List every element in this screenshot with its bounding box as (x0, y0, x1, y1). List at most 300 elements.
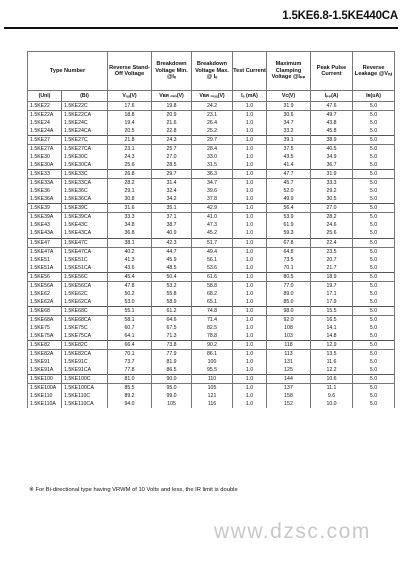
table-row (28, 153, 395, 161)
table-cell: 28.4 (192, 145, 233, 154)
spec-table (27, 51, 395, 408)
table-cell: 45.7 (267, 179, 311, 188)
table-cell: 5.0 (353, 221, 395, 229)
table-cell: 19.8 (152, 102, 192, 111)
table-cell: 65.1 (192, 298, 233, 307)
table-cell: 1.5KE33C (62, 170, 108, 179)
table-cell: 1.5KE75CA (62, 332, 108, 341)
table-cell: 11.1 (311, 384, 353, 393)
table-cell: 45.8 (311, 127, 353, 136)
table-cell: 1.5KE62A (28, 298, 62, 307)
table-cell: 23.5 (311, 247, 353, 256)
table-cell: 1.5KE36A (28, 195, 62, 204)
table-cell: 53.2 (152, 281, 192, 290)
table-cell: 5.0 (353, 264, 395, 273)
table-cell: 1.5KE22 (28, 102, 62, 111)
table-cell: 25.7 (152, 145, 192, 154)
table-cell: 80.5 (267, 272, 311, 281)
table-cell: 110 (192, 375, 233, 384)
table-cell: 1.0 (233, 400, 267, 408)
table-cell: 92.0 (267, 315, 311, 324)
table-cell: 68.2 (192, 290, 233, 298)
table-cell: 5.0 (353, 349, 395, 358)
table-cell: 1.5KE62C (62, 290, 108, 298)
table-cell: 1.5KE39A (28, 213, 62, 222)
table-cell: 17.6 (108, 102, 152, 111)
table-cell: 47.3 (192, 221, 233, 229)
table-cell: 53.0 (108, 298, 152, 307)
table-row (28, 213, 395, 222)
unit-cell: Vᵣᵤᵢ(V) (108, 91, 152, 102)
table-cell: 22.4 (311, 238, 353, 247)
table-cell: 31.6 (108, 204, 152, 213)
table-cell: 1.5KE43CA (62, 229, 108, 238)
table-cell: 1.5KE82A (28, 349, 62, 358)
table-cell: 5.0 (353, 332, 395, 341)
table-cell: 1.5KE39C (62, 204, 108, 213)
table-cell: 20.5 (108, 127, 152, 136)
table-cell: 1.5KE47A (28, 247, 62, 256)
table-cell: 5.0 (353, 247, 395, 256)
table-cell: 33.0 (192, 153, 233, 161)
table-cell: 1.0 (233, 161, 267, 170)
table-row (28, 179, 395, 188)
table-cell: 21.8 (108, 136, 152, 145)
table-cell: 5.0 (353, 256, 395, 264)
table-cell: 1.5KE82CA (62, 349, 108, 358)
table-cell: 38.1 (108, 238, 152, 247)
table-cell: 39.6 (192, 187, 233, 195)
table-row (28, 145, 395, 154)
table-cell: 23.1 (192, 111, 233, 120)
table-cell: 51.7 (192, 238, 233, 247)
table-cell: 5.0 (353, 315, 395, 324)
table-cell: 77.8 (108, 366, 152, 375)
table-row (28, 161, 395, 170)
table-cell: 5.0 (353, 238, 395, 247)
table-cell: 41.4 (267, 161, 311, 170)
table-cell: 5.0 (353, 119, 395, 127)
table-cell: 12.9 (311, 340, 353, 349)
table-cell: 56.4 (267, 204, 311, 213)
table-cell: 1.5KE56CA (62, 281, 108, 290)
table-cell: 5.0 (353, 111, 395, 120)
table-cell: 31.4 (152, 179, 192, 188)
table-row (28, 400, 395, 408)
table-cell: 37.1 (152, 213, 192, 222)
table-cell: 1.0 (233, 340, 267, 349)
table-cell: 94.0 (108, 400, 152, 408)
table-row (28, 358, 395, 366)
table-cell: 17.1 (311, 290, 353, 298)
table-row (28, 229, 395, 238)
table-cell: 1.5KE47CA (62, 247, 108, 256)
table-cell: 95.5 (192, 366, 233, 375)
table-cell: 1.5KE22A (28, 111, 62, 120)
table-cell: 73.8 (152, 340, 192, 349)
table-cell: 70.1 (108, 349, 152, 358)
table-cell: 15.5 (311, 306, 353, 315)
table-row (28, 221, 395, 229)
table-cell: 74.8 (192, 306, 233, 315)
table-cell: 34.2 (152, 195, 192, 204)
table-cell: 34.7 (192, 179, 233, 188)
table-cell: 1.5KE36 (28, 187, 62, 195)
table-row (28, 392, 395, 400)
table-cell: 37.5 (267, 145, 311, 154)
table-cell: 14.8 (311, 332, 353, 341)
table-cell: 1.5KE91A (28, 366, 62, 375)
table-cell: 48.5 (152, 264, 192, 273)
table-cell: 78.8 (192, 332, 233, 341)
table-cell: 1.5KE39 (28, 204, 62, 213)
table-cell: 5.0 (353, 324, 395, 332)
table-cell: 24.2 (192, 102, 233, 111)
table-cell: 1.5KE82C (62, 340, 108, 349)
table-cell: 67.8 (267, 238, 311, 247)
table-cell: 10.6 (311, 375, 353, 384)
table-cell: 82.5 (192, 324, 233, 332)
table-cell: 61.6 (192, 272, 233, 281)
table-cell: 40.5 (311, 145, 353, 154)
table-row (28, 272, 395, 281)
table-cell: 1.5KE68A (28, 315, 62, 324)
table-cell: 5.0 (353, 127, 395, 136)
table-cell: 113 (267, 349, 311, 358)
table-cell: 33.2 (267, 127, 311, 136)
table-cell: 86.1 (192, 349, 233, 358)
table-cell: 55.8 (152, 290, 192, 298)
table-cell: 14.1 (311, 324, 353, 332)
table-cell: 27.0 (311, 204, 353, 213)
table-cell: 1.5KE36C (62, 187, 108, 195)
table-cell: 1.5KE22CA (62, 111, 108, 120)
table-cell: 1.5KE30C (62, 153, 108, 161)
table-cell: 116 (192, 400, 233, 408)
table-cell: 42.3 (152, 238, 192, 247)
table-cell: 50.4 (152, 272, 192, 281)
table-cell: 81.0 (108, 375, 152, 384)
table-cell: 1.5KE110A (28, 400, 62, 408)
table-row (28, 340, 395, 349)
table-cell: 1.0 (233, 136, 267, 145)
watermark: www.dzsc.com (214, 520, 371, 543)
table-cell: 1.0 (233, 187, 267, 195)
table-cell: 1.0 (233, 384, 267, 393)
unit-cell: Vʙʀ ₘₐₓ(V) (192, 91, 233, 102)
table-cell: 18.8 (108, 111, 152, 120)
table-cell: 40.9 (152, 229, 192, 238)
table-cell: 1.5KE47C (62, 238, 108, 247)
table-cell: 56.1 (192, 256, 233, 264)
table-cell: 5.0 (353, 384, 395, 393)
table-cell: 1.0 (233, 366, 267, 375)
table-cell: 77.0 (267, 281, 311, 290)
units-row (28, 91, 395, 102)
table-cell: 30.6 (267, 111, 311, 120)
table-cell: 10.0 (311, 400, 353, 408)
table-cell: 1.5KE56 (28, 272, 62, 281)
table-row (28, 119, 395, 127)
table-cell: 77.9 (152, 349, 192, 358)
table-cell: 85.0 (267, 298, 311, 307)
table-cell: 25.6 (311, 229, 353, 238)
table-cell: 1.0 (233, 238, 267, 247)
col-breakdown-max: Breakdown Voltage Max. @ Iₑ (192, 52, 233, 91)
table-cell: 5.0 (353, 392, 395, 400)
table-cell: 61.9 (267, 221, 311, 229)
unit-cell: (Uni) (28, 91, 62, 102)
table-row (28, 136, 395, 145)
table-row (28, 290, 395, 298)
table-cell: 34.9 (311, 153, 353, 161)
table-cell: 49.9 (267, 195, 311, 204)
table-cell: 1.0 (233, 170, 267, 179)
table-cell: 31.5 (192, 161, 233, 170)
unit-cell: Vʙʀ ₘᵢₙ(V) (152, 91, 192, 102)
table-cell: 1.5KE56C (62, 272, 108, 281)
table-cell: 1.0 (233, 272, 267, 281)
table-cell: 1.5KE33CA (62, 179, 108, 188)
table-cell: 5.0 (353, 366, 395, 375)
table-cell: 1.5KE56A (28, 281, 62, 290)
table-cell: 5.0 (353, 187, 395, 195)
table-cell: 47.7 (267, 170, 311, 179)
table-cell: 25.6 (108, 161, 152, 170)
table-cell: 1.0 (233, 119, 267, 127)
table-cell: 29.1 (108, 187, 152, 195)
table-cell: 1.5KE91 (28, 358, 62, 366)
table-cell: 30.8 (108, 195, 152, 204)
table-cell: 49.7 (311, 111, 353, 120)
table-cell: 66.4 (108, 340, 152, 349)
table-cell: 89.2 (108, 392, 152, 400)
table-cell: 28.2 (311, 213, 353, 222)
table-cell: 81.9 (152, 358, 192, 366)
col-peak-pulse-current: Peak Pulse Current (311, 52, 353, 91)
table-cell: 1.5KE30A (28, 161, 62, 170)
table-row (28, 366, 395, 375)
table-cell: 16.5 (311, 315, 353, 324)
table-cell: 53.6 (192, 264, 233, 273)
table-cell: 103 (267, 332, 311, 341)
table-cell: 25.2 (192, 127, 233, 136)
table-cell: 73.7 (108, 358, 152, 366)
table-cell: 34.8 (108, 221, 152, 229)
table-cell: 90.0 (152, 375, 192, 384)
table-cell: 64.8 (267, 247, 311, 256)
table-cell: 1.5KE51CA (62, 264, 108, 273)
table-cell: 105 (152, 400, 192, 408)
table-cell: 5.0 (353, 281, 395, 290)
table-cell: 1.5KE27C (62, 136, 108, 145)
spec-table-body (28, 102, 395, 409)
table-cell: 1.5KE68C (62, 306, 108, 315)
table-cell: 1.0 (233, 179, 267, 188)
col-standoff-voltage: Reverse Stand-Off Voltage (108, 52, 152, 91)
table-cell: 59.3 (267, 229, 311, 238)
table-row (28, 332, 395, 341)
table-cell: 99.0 (152, 392, 192, 400)
table-cell: 40.2 (108, 247, 152, 256)
table-cell: 144 (267, 375, 311, 384)
table-cell: 1.5KE39CA (62, 213, 108, 222)
table-cell: 1.5KE33 (28, 170, 62, 179)
table-cell: 121 (192, 392, 233, 400)
table-cell: 29.7 (152, 170, 192, 179)
table-row (28, 247, 395, 256)
table-cell: 1.5KE51C (62, 256, 108, 264)
table-cell: 1.5KE62CA (62, 298, 108, 307)
table-cell: 1.0 (233, 127, 267, 136)
table-cell: 58.1 (108, 315, 152, 324)
table-cell: 33.3 (311, 179, 353, 188)
table-cell: 1.5KE91C (62, 358, 108, 366)
table-cell: 31.9 (267, 102, 311, 111)
table-cell: 71.4 (192, 315, 233, 324)
table-cell: 1.0 (233, 204, 267, 213)
table-cell: 5.0 (353, 195, 395, 204)
table-cell: 125 (267, 366, 311, 375)
table-cell: 60.7 (108, 324, 152, 332)
table-cell: 24.3 (108, 153, 152, 161)
table-row (28, 195, 395, 204)
table-cell: 29.2 (311, 187, 353, 195)
table-cell: 118 (267, 340, 311, 349)
col-reverse-leakage: Reverse Leakage @Vᵣᵤᵢ (353, 52, 395, 91)
title-rule (4, 27, 398, 29)
table-row (28, 349, 395, 358)
table-cell: 47.6 (311, 102, 353, 111)
table-cell: 20.7 (311, 256, 353, 264)
table-cell: 43.6 (108, 264, 152, 273)
table-cell: 58.9 (152, 298, 192, 307)
unit-cell: Iₑ (mA) (233, 91, 267, 102)
table-cell: 1.0 (233, 111, 267, 120)
table-cell: 31.9 (311, 170, 353, 179)
table-row (28, 264, 395, 273)
table-cell: 5.0 (353, 298, 395, 307)
table-row (28, 187, 395, 195)
table-cell: 45.4 (108, 272, 152, 281)
table-cell: 1.0 (233, 375, 267, 384)
table-cell: 35.1 (152, 204, 192, 213)
table-cell: 5.0 (353, 153, 395, 161)
table-cell: 73.5 (267, 256, 311, 264)
table-cell: 1.0 (233, 221, 267, 229)
table-cell: 5.0 (353, 400, 395, 408)
table-cell: 23.1 (108, 145, 152, 154)
table-cell: 1.5KE100 (28, 375, 62, 384)
unit-cell: (Bi) (62, 91, 108, 102)
table-cell: 1.5KE100A (28, 384, 62, 393)
table-cell: 42.9 (192, 204, 233, 213)
table-cell: 1.5KE51A (28, 264, 62, 273)
table-cell: 89.0 (267, 290, 311, 298)
table-cell: 5.0 (353, 145, 395, 154)
table-cell: 1.5KE110CA (62, 400, 108, 408)
table-cell: 70.1 (267, 264, 311, 273)
table-cell: 105 (192, 384, 233, 393)
table-cell: 1.5KE47 (28, 238, 62, 247)
table-cell: 26.4 (192, 119, 233, 127)
table-cell: 5.0 (353, 204, 395, 213)
col-breakdown-min: Breakdown Voltage Min. @Iₑ (152, 52, 192, 91)
table-cell: 1.0 (233, 298, 267, 307)
table-cell: 1.5KE68CA (62, 315, 108, 324)
table-cell: 41.3 (108, 256, 152, 264)
table-cell: 1.5KE51 (28, 256, 62, 264)
table-cell: 1.0 (233, 213, 267, 222)
table-cell: 1.5KE24C (62, 119, 108, 127)
table-cell: 1.0 (233, 145, 267, 154)
table-cell: 26.8 (108, 170, 152, 179)
table-cell: 41.0 (192, 213, 233, 222)
table-cell: 5.0 (353, 136, 395, 145)
table-row (28, 127, 395, 136)
table-cell: 49.4 (192, 247, 233, 256)
table-cell: 90.2 (192, 340, 233, 349)
table-cell: 33.3 (108, 213, 152, 222)
table-cell: 5.0 (353, 306, 395, 315)
table-cell: 28.2 (108, 179, 152, 188)
table-cell: 137 (267, 384, 311, 393)
table-cell: 36.3 (192, 170, 233, 179)
table-cell: 21.7 (311, 264, 353, 273)
col-clamping-voltage: Maximum Clamping Voltage @Iₚₚ (267, 52, 311, 91)
table-cell: 38.7 (152, 221, 192, 229)
table-cell: 24.6 (311, 221, 353, 229)
table-cell: 36.8 (108, 229, 152, 238)
table-row (28, 111, 395, 120)
table-cell: 58.8 (192, 281, 233, 290)
table-cell: 1.0 (233, 102, 267, 111)
table-cell: 5.0 (353, 102, 395, 111)
table-cell: 1.0 (233, 153, 267, 161)
col-type-number: Type Number (28, 52, 108, 91)
table-cell: 32.4 (152, 187, 192, 195)
table-cell: 37.8 (192, 195, 233, 204)
table-row (28, 315, 395, 324)
table-cell: 1.5KE82 (28, 340, 62, 349)
table-cell: 5.0 (353, 375, 395, 384)
table-cell: 39.1 (267, 136, 311, 145)
footnote: ※ For Bi-directional type having VRWM of 10 Volts and less, the IR limit is double (29, 487, 238, 493)
table-cell: 1.5KE24A (28, 127, 62, 136)
table-cell: 1.5KE110C (62, 392, 108, 400)
table-cell: 28.5 (152, 161, 192, 170)
table-cell: 85.5 (108, 384, 152, 393)
table-cell: 5.0 (353, 170, 395, 179)
table-row (28, 384, 395, 393)
table-cell: 5.0 (353, 340, 395, 349)
table-cell: 64.1 (108, 332, 152, 341)
table-cell: 98.0 (267, 306, 311, 315)
table-cell: 131 (267, 358, 311, 366)
table-cell: 9.6 (311, 392, 353, 400)
table-cell: 1.5KE22C (62, 102, 108, 111)
table-cell: 5.0 (353, 290, 395, 298)
table-cell: 1.0 (233, 247, 267, 256)
table-cell: 18.9 (311, 272, 353, 281)
table-cell: 5.0 (353, 272, 395, 281)
table-cell: 1.5KE27CA (62, 145, 108, 154)
table-cell: 158 (267, 392, 311, 400)
table-cell: 1.0 (233, 290, 267, 298)
table-cell: 34.7 (267, 119, 311, 127)
table-cell: 44.7 (152, 247, 192, 256)
table-cell: 1.0 (233, 256, 267, 264)
